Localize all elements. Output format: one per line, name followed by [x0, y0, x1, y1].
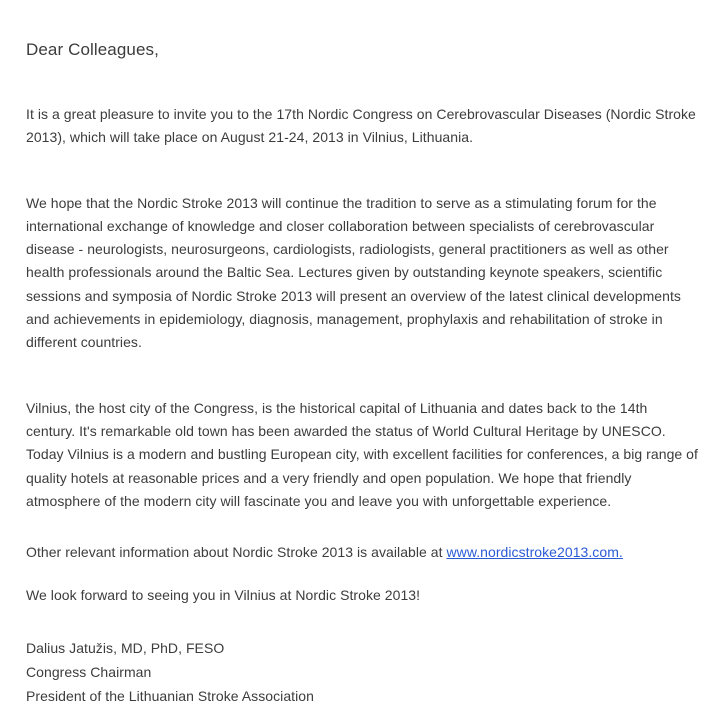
spacer: [26, 513, 698, 541]
salutation: Dear Colleagues,: [26, 40, 159, 59]
spacer: [26, 150, 698, 192]
paragraph-invitation: It is a great pleasure to invite you to the 17th Nordic Congress on Cerebrovascular Diseases (Nordic Stroke 2013), which will take place on August 21-24, 2013 in Vilnius, Lithuania.: [26, 106, 696, 146]
website-prefix-text: Other relevant information about Nordic Stroke 2013 is available at: [26, 544, 447, 561]
signature-name: Dalius Jatužis, MD, PhD, FESO: [26, 639, 225, 656]
spacer: [26, 608, 698, 636]
signature-role: Congress Chairman: [26, 663, 152, 680]
spacer: [26, 564, 698, 584]
paragraph-website: [26, 541, 698, 564]
paragraph-congress-overview: We hope that the Nordic Stroke 2013 will continue the tradition to serve as a stimulating forum for the international exchange of knowledge and closer collaboration between specialists of cerebrovascular disease - neurologists, neurosurgeons, cardiologists, radiologists, general practitioners as well as other health professionals around the Baltic Sea. Lectures given by outstanding keynote speakers, scientific sessions and symposia of Nordic Stroke 2013 will present an overview of the latest clinical developments and achievements in epidemiology, diagnosis, management, prophylaxis and rehabilitation of stroke in different countries.: [26, 194, 681, 351]
signature-affiliation: President of the Lithuanian Stroke Association: [26, 687, 314, 704]
spacer: [26, 355, 698, 397]
paragraph-vilnius-city: Vilnius, the host city of the Congress, is the historical capital of Lithuania and dates back to the 14th century. It's remarkable old town has been awarded the status of World Cultural Heritage by UNESCO. Today Vilnius is a modern and bustling European city, with excellent facilities for conferences, a big range of quality hotels at reasonable prices and a very friendly and open population. We hope that friendly atmosphere of the modern city will fascinate you and leave you with unforgettable experience.: [26, 399, 698, 509]
nordicstroke-website-link[interactable]: www.nordicstroke2013.com.: [446, 544, 623, 561]
spacer: [26, 61, 698, 103]
paragraph-closing: We look forward to seeing you in Vilnius at Nordic Stroke 2013!: [26, 587, 421, 604]
